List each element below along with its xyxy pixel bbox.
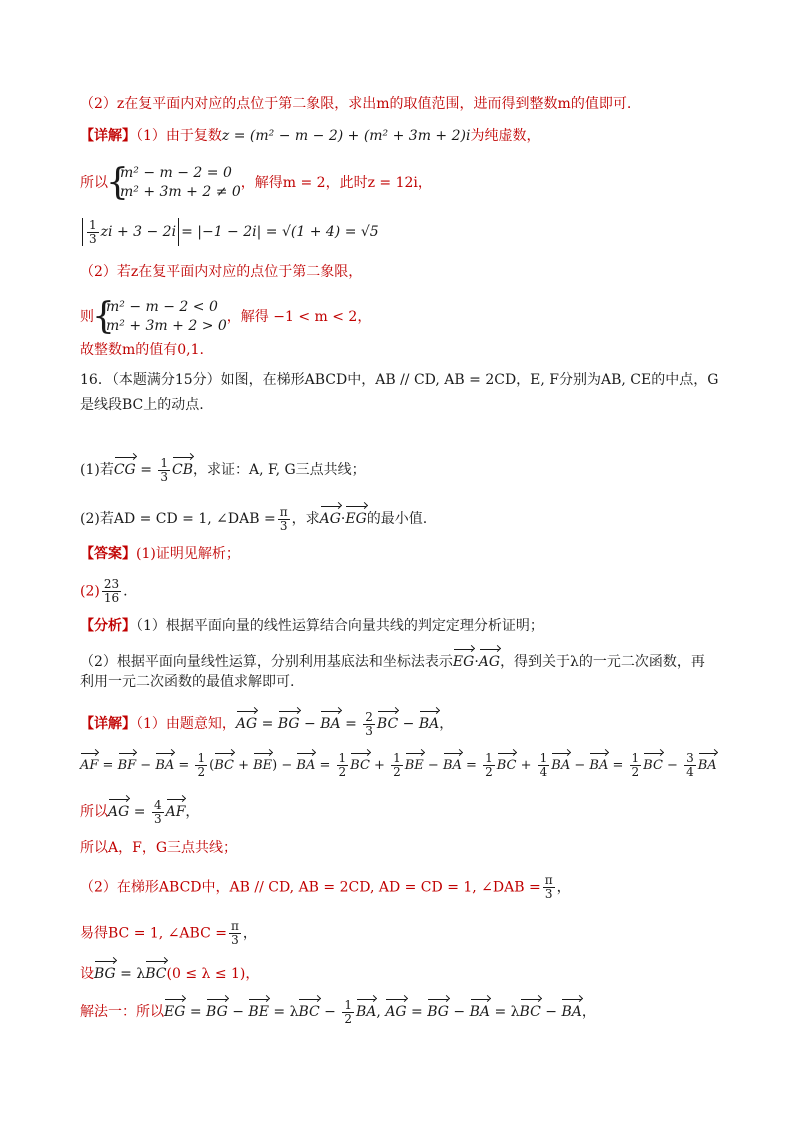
vector-AG: AG <box>479 646 500 672</box>
q16-stem-line1: 16．（本题满分15分）如图，在梯形ABCD中，AB // CD, AB = 2CD，E, F分别为AB, CE的中点，G <box>80 372 719 388</box>
solution2-set: 设BG = λBC(0 ≤ λ ≤ 1)， <box>80 958 734 984</box>
system2-row-1: { m² − m − 2 < 0 <box>106 299 218 315</box>
modulus-inner: zi + 3 − 2i <box>100 224 177 240</box>
solution2-method-prefix: 解法一：所以 <box>80 1004 164 1020</box>
analysis-line3: 利用一元二次函数的最值求解即可. <box>80 674 295 690</box>
vector-EG: EG <box>453 646 474 672</box>
solution1-intro: （1）由题意知， <box>136 716 236 732</box>
system2-prefix: 则 <box>80 309 94 325</box>
detail-part1-line <box>80 126 734 146</box>
modulus-line <box>80 218 734 246</box>
answer-line <box>80 544 734 564</box>
answer-denominator: 16 <box>103 591 120 605</box>
system-prefix: 所以 <box>80 175 108 191</box>
q16-part1-suffix: ，求证：A, F, G三点共线； <box>193 462 366 478</box>
detail-part1-tail: 为纯虚数， <box>470 128 541 144</box>
q16-part2-end: 的最小值. <box>366 511 428 527</box>
answer-part1: (1)证明见解析； <box>136 546 240 562</box>
system-row-1: { m² − m − 2 = 0 <box>120 165 232 181</box>
fraction-one-third: $\frac{1}{3}$ <box>89 217 97 246</box>
analysis-part2a: （2）根据平面向量线性运算，分别利用基底法和坐标法表示 <box>80 654 453 670</box>
detail-part2-conclusion: 故整数m的值有0,1. <box>80 342 204 358</box>
solution1-collinear: 所以A，F，G三点共线； <box>80 840 238 856</box>
analysis-line2: （2）根据平面向量线性运算，分别利用基底法和坐标法表示EG·AG，得到关于λ的一元二次函数，再 <box>80 646 734 672</box>
system-row-2: m² + 3m + 2 ≠ 0 <box>120 184 241 200</box>
detail-part2-system-line <box>80 298 734 336</box>
analysis-part2b: ，得到关于λ的一元二次函数，再 <box>500 654 705 670</box>
q16-part2-prefix: (2)若AD = CD = 1, ∠DAB = <box>80 511 276 527</box>
solution2-set-tail: (0 ≤ λ ≤ 1)， <box>166 966 260 982</box>
fraction-one-third: $\frac{1}{3}$ <box>160 455 169 484</box>
complex-z-expression: z = (m² − m − 2) + (m² + 3m + 2)i <box>221 128 471 144</box>
detail-label-2: 【详解】 <box>80 716 136 732</box>
solution2-bc: 易得BC = 1, ∠ABC = $\frac{\pi}{3}$ ， <box>80 919 257 947</box>
q16-part2: (2)若AD = CD = 1, ∠DAB = $\frac{\pi}{3}$ ，求AG·EG的最小值. <box>80 504 428 533</box>
analysis-part1: （1）根据平面向量的线性运算结合向量共线的判定定理分析证明； <box>136 618 544 634</box>
analysis-line1 <box>80 616 734 636</box>
solution2-bc-text: 易得BC = 1, ∠ABC = <box>80 925 227 942</box>
answer-numerator: 23 <box>103 577 120 591</box>
analysis-label: 【分析】 <box>80 618 136 634</box>
system2-row-2: m² + 3m + 2 > 0 <box>106 318 227 334</box>
detail-system-line <box>80 164 734 202</box>
solution1-so: 所以 <box>80 804 108 820</box>
solution1-af-line: AF = BF − BA = $\frac{1}{2}$ (BC + BE) − BA = $\frac{1}{2}$ BC + $\frac{1}{2}$ BE − BA = $\frac{1}{2}$ BC + $\frac{1}{4}$ BA − BA = $\frac{1}{2}$ BC − $\frac{3}{4}$ BA <box>80 751 717 779</box>
solution2-intro-text: （2）在梯形ABCD中，AB // CD, AB = 2CD, AD = CD = 1, ∠DAB = <box>80 879 541 896</box>
solution2-set-prefix: 设 <box>80 966 94 982</box>
vector-CG: CG <box>114 454 136 480</box>
solution1-ag-af: 所以AG = $\frac{4}{3}$ AF， <box>80 797 200 826</box>
vector-EG: EG <box>345 503 366 529</box>
q16-stem-line2: 是线段BC上的动点. <box>80 397 204 413</box>
answer-part2-prefix: (2) <box>80 583 100 600</box>
q15-part2-hint: （2）z在复平面内对应的点位于第二象限，求出m的取值范围，进而得到整数m的值即可. <box>80 96 632 112</box>
abs-bar-left <box>82 218 83 246</box>
equation-system <box>108 164 241 202</box>
answer-part2-line: (2) $\frac{23}{16}$ . <box>80 577 128 605</box>
fraction-pi-over-3: $\frac{\pi}{3}$ <box>279 504 288 533</box>
solution2-intro: （2）在梯形ABCD中，AB // CD, AB = 2CD, AD = CD = 1, ∠DAB = $\frac{\pi}{3}$ ， <box>80 873 571 901</box>
vector-CB: CB <box>172 454 193 480</box>
detail-label: 【详解】 <box>80 128 136 144</box>
q16-part1-prefix: (1)若 <box>80 462 114 478</box>
answer-label: 【答案】 <box>80 546 136 562</box>
solution2-method1: 解法一：所以EG = BG − BE = λBC − $\frac{1}{2}$ BA, AG = BG − BA = λBC − BA， <box>80 997 596 1026</box>
abs-bar-right <box>178 218 179 246</box>
q16-part2-suffix: ，求 <box>291 511 320 527</box>
system2-solution: ，解得 −1 < m < 2， <box>226 309 372 325</box>
inequality-system <box>94 298 227 336</box>
detail-part2-line: （2）若z在复平面内对应的点位于第二象限， <box>80 264 363 280</box>
system-solution: ，解得m = 2，此时z = 12i， <box>240 175 432 191</box>
q16-part1: (1)若CG = $\frac{1}{3}$ CB，求证：A, F, G三点共线； <box>80 455 366 484</box>
detail-part1-intro: （1）由于复数 <box>136 128 222 144</box>
answer-fraction <box>102 578 121 605</box>
modulus-result: = |−1 − 2i| = √(1 + 4) = √5 <box>181 224 379 240</box>
vector-AG: AG <box>320 503 341 529</box>
solution1-line1: 【详解】（1）由题意知，AG = BG − BA = $\frac{2}{3}$ BC − BA， <box>80 709 454 738</box>
